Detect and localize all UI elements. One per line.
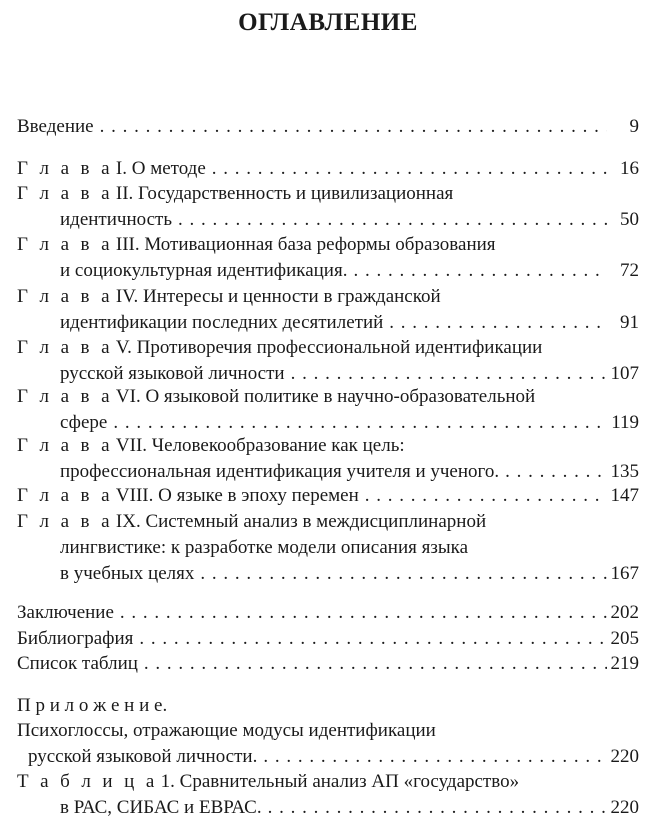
toc-entry-chapter-3[interactable] xyxy=(17,232,639,284)
chapter-title: II. Государственность и цивилизационная xyxy=(115,183,454,204)
chapter-title: VIII. О языке в эпоху перемен xyxy=(115,485,359,506)
chapter-word: Г л а в а xyxy=(17,234,113,255)
chapter-title-continuation: русской языковой личности xyxy=(60,363,285,384)
leader-dots xyxy=(389,310,607,336)
leader-dots xyxy=(268,795,607,821)
page-number: 220 xyxy=(610,797,639,818)
page-title: ОГЛАВЛЕНИЕ xyxy=(238,9,418,36)
toc-entry-chapter-2[interactable] xyxy=(17,181,639,233)
appendix-heading-label: П р и л о ж е н и е. xyxy=(17,695,168,716)
chapter-word: Г л а в а xyxy=(17,485,113,506)
leader-dots xyxy=(212,156,607,182)
page-number: 135 xyxy=(610,461,639,482)
chapter-title-continuation: сфере xyxy=(60,412,108,433)
chapter-title: IX. Системный анализ в междисциплинарной xyxy=(115,511,487,532)
page-number: 91 xyxy=(620,312,639,333)
leader-dots xyxy=(353,258,607,284)
chapter-word: Г л а в а xyxy=(17,511,113,532)
toc-entry-chapter-1[interactable] xyxy=(17,156,639,182)
toc-entry-conclusion[interactable] xyxy=(17,600,639,626)
toc-entry-label: 1. Сравнительный анализ АП «государство» xyxy=(160,771,520,792)
appendix-heading xyxy=(17,693,639,719)
chapter-word: Г л а в а xyxy=(17,183,113,204)
toc-entry-chapter-6[interactable] xyxy=(17,384,639,436)
toc-entry-chapter-9[interactable] xyxy=(17,509,639,587)
chapter-title-continuation: лингвистике: к разработке модели описания языка xyxy=(60,537,469,558)
page-number: 119 xyxy=(611,412,639,433)
page-number: 219 xyxy=(610,653,639,674)
leader-dots xyxy=(200,561,606,587)
chapter-title-continuation: и социокультурная идентификация. xyxy=(60,260,348,281)
page-number: 220 xyxy=(610,746,639,767)
page-number: 72 xyxy=(620,260,639,281)
chapter-title-continuation: идентичность xyxy=(60,209,173,230)
leader-dots xyxy=(144,651,607,677)
toc-entry-label: Заключение xyxy=(17,602,114,623)
chapter-title: III. Мотивационная база реформы образования xyxy=(115,234,496,255)
toc-entry-chapter-8[interactable] xyxy=(17,483,639,509)
chapter-title: I. О методе xyxy=(115,158,206,179)
chapter-title-continuation: профессиональная идентификация учителя и ученого. xyxy=(60,461,500,482)
leader-dots xyxy=(178,207,607,233)
page-number: 205 xyxy=(610,628,639,649)
page-number: 50 xyxy=(620,209,639,230)
chapter-title-continuation: в учебных целях xyxy=(60,563,195,584)
toc-entry-label: Психоглоссы, отражающие модусы идентификации xyxy=(17,720,436,741)
page-number: 16 xyxy=(620,158,639,179)
table-of-contents-page xyxy=(17,0,639,828)
toc-entry-label-continuation: русской языковой личности. xyxy=(28,746,258,767)
toc-entry-bibliography[interactable] xyxy=(17,626,639,652)
chapter-word: Г л а в а xyxy=(17,337,113,358)
chapter-title: IV. Интересы и ценности в гражданской xyxy=(115,286,441,307)
chapter-title: VII. Человекообразование как цель: xyxy=(115,435,405,456)
leader-dots xyxy=(505,459,606,485)
toc-entry-label-continuation: в РАС, СИБАС и ЕВРАС. xyxy=(60,797,262,818)
page-number: 167 xyxy=(610,563,639,584)
toc-entry-label: Введение xyxy=(17,116,94,137)
toc-entry-label: Список таблиц xyxy=(17,653,138,674)
chapter-word: Г л а в а xyxy=(17,435,113,456)
page-number: 9 xyxy=(629,116,639,137)
leader-dots xyxy=(139,626,606,652)
leader-dots xyxy=(120,600,607,626)
toc-entry-label: Библиография xyxy=(17,628,134,649)
toc-entry-list-of-tables[interactable] xyxy=(17,651,639,677)
chapter-word: Г л а в а xyxy=(17,158,113,179)
leader-dots xyxy=(263,744,606,770)
chapter-title: V. Противоречия профессиональной идентификации xyxy=(115,337,543,358)
page-number: 147 xyxy=(610,485,639,506)
leader-dots xyxy=(100,114,607,140)
toc-entry-chapter-5[interactable] xyxy=(17,335,639,387)
page-number: 107 xyxy=(610,363,639,384)
toc-entry-psychoglosses[interactable] xyxy=(17,718,639,770)
toc-entry-chapter-4[interactable] xyxy=(17,284,639,336)
table-word: Т а б л и ц а xyxy=(17,771,158,792)
chapter-title: VI. О языковой политике в научно-образовательной xyxy=(115,386,536,407)
chapter-word: Г л а в а xyxy=(17,386,113,407)
toc-entry-table-1[interactable] xyxy=(17,769,639,821)
chapter-word: Г л а в а xyxy=(17,286,113,307)
toc-entry-intro[interactable] xyxy=(17,114,639,140)
page-number: 202 xyxy=(610,602,639,623)
chapter-title-continuation: идентификации последних десятилетий xyxy=(60,312,384,333)
toc-entry-chapter-7[interactable] xyxy=(17,433,639,485)
leader-dots xyxy=(365,483,607,509)
